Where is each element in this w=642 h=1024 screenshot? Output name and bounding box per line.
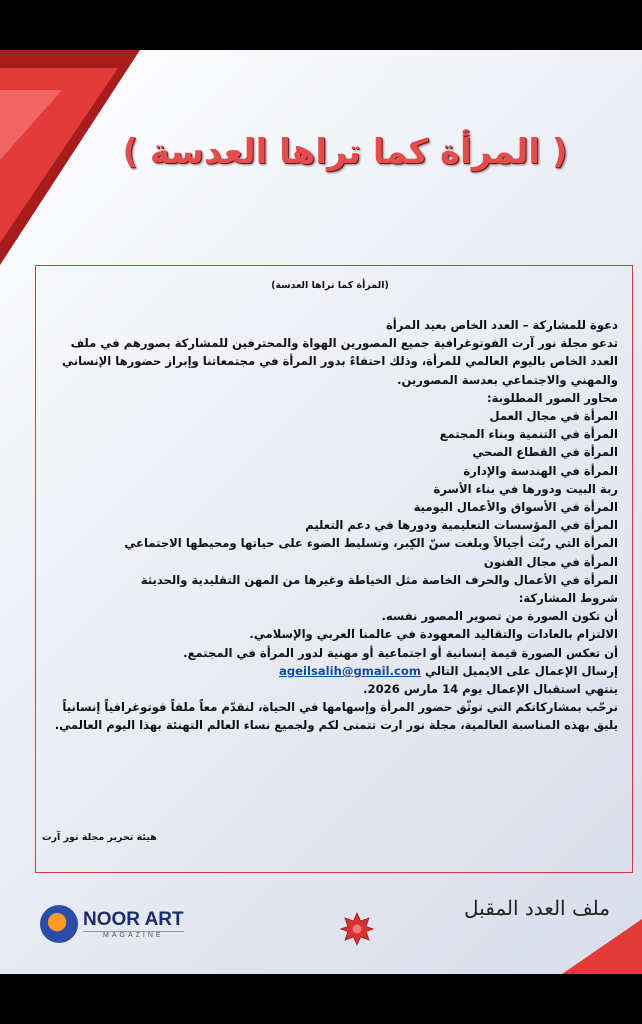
list-item: المرأة في التنمية وبناء المجتمع xyxy=(439,427,618,442)
logo-name: NOOR ART xyxy=(83,908,184,930)
list-item: أن تكون الصورة من تصوير المصور نفسه. xyxy=(381,609,618,624)
subtitle: (المرأة كما تراها العدسة) xyxy=(271,280,389,291)
text-line: والمهني والاجتماعي بعدسة المصورين. xyxy=(397,372,618,387)
list-item: المرأة في الأعمال والحرف الخاصة مثل الخياطة وغيرها من المهن التقليدية والحديثة xyxy=(140,572,618,587)
logo-eye-icon xyxy=(40,905,78,943)
email-link[interactable]: ageilsalih@gmail.com xyxy=(279,663,421,678)
announcement-body xyxy=(42,280,618,735)
section-heading: شروط المشاركة: xyxy=(518,591,618,606)
list-item: الالتزام بالعادات والتقاليد المعهودة في عالمنا العربي والإسلامي. xyxy=(249,627,618,642)
deadline-line: ينتهي استقبال الإعمال يوم 14 مارس 2026. xyxy=(363,682,618,697)
star-ornament-icon xyxy=(340,912,374,946)
email-prefix: إرسال الإعمال على الايميل التالي xyxy=(424,663,618,678)
text-line: تدعو مجلة نور آرت الفوتوغرافية جميع المصورين الهواة والمحترفين للمشاركة بصورهم في ملف xyxy=(70,336,618,351)
logo-subtitle: MAGAZINE xyxy=(83,931,184,939)
list-item: المرأة في المؤسسات التعليمية ودورها في دعم التعليم xyxy=(305,518,618,533)
list-item: المرأة في الأسواق والأعمال اليومية xyxy=(413,500,618,515)
closing-line: نرحّب بمشاركاتكم التي توثّق حضور المرأة وإسهامها في الحياة، لنقدّم معاً ملفاً فوتوغرافياً إنسانياً xyxy=(62,700,618,715)
text-line: دعوة للمشاركة – العدد الخاص بعيد المرأة xyxy=(385,318,618,332)
poster-page xyxy=(0,50,642,974)
list-item: أن تعكس الصورة قيمة إنسانية أو اجتماعية أو مهنية لدور المرأة في المجتمع. xyxy=(183,645,618,660)
text-line: العدد الخاص باليوم العالمي للمرأة، وذلك احتفاءً بدور المرأة في مجتمعاتنا وإبراز حضورها الإنساني xyxy=(61,354,618,369)
corner-decoration-bottom xyxy=(562,919,642,974)
list-item: المرأة في الهندسة والإدارة xyxy=(463,463,618,478)
section-heading: محاور الصور المطلوبة: xyxy=(487,390,618,405)
closing-line: يليق بهذه المناسبة العالمية، مجلة نور ارت تتمنى لكم ولجميع نساء العالم التهنئة بهذا اليوم العالمي. xyxy=(54,718,618,733)
list-item: ربة البيت ودورها في بناء الأسرة xyxy=(433,481,618,496)
page-title: ( المرأة كما تراها العدسة ) xyxy=(122,132,568,172)
list-item: المرأة في مجال العمل xyxy=(489,409,618,424)
email-line xyxy=(42,662,618,680)
list-item: المرأة في مجال الفنون xyxy=(483,554,618,569)
list-item: المرأة في القطاع الصحي xyxy=(472,445,618,460)
noor-art-logo xyxy=(40,905,184,943)
next-issue-label: ملف العدد المقبل xyxy=(464,896,610,920)
corner-decoration-light xyxy=(0,90,62,160)
signature: هيئة تحرير مجلة نور آرت xyxy=(42,832,157,843)
list-item: المرأة التي ربّت أجيالاً وبلغت سنّ الكِبر، وتسليط الضوء على حياتها ومحيطها الاجتماعي xyxy=(124,536,618,551)
